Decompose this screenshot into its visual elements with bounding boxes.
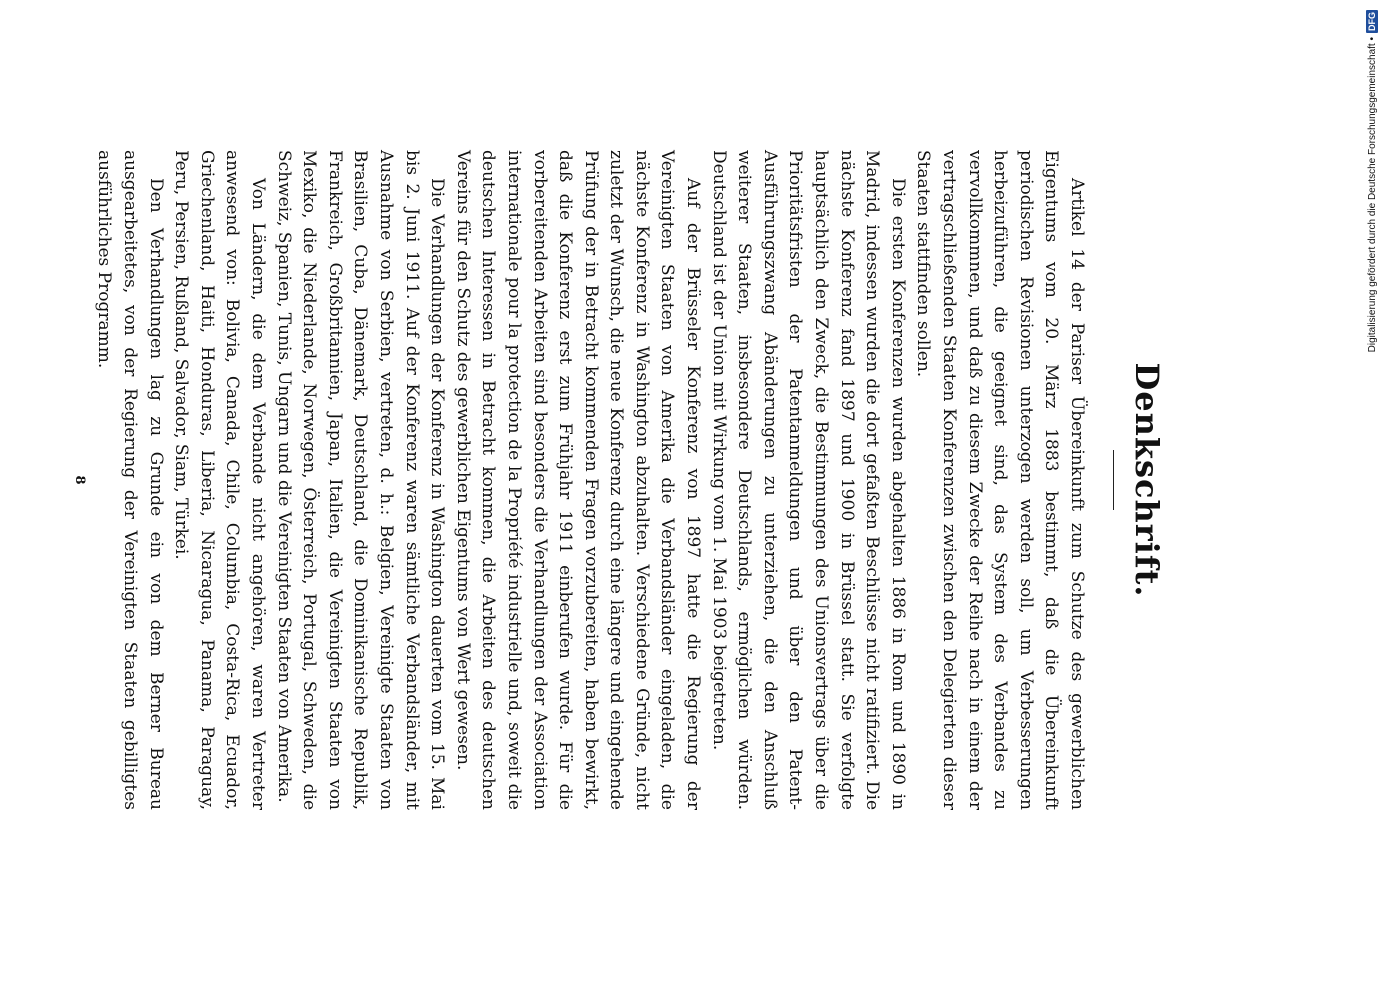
paragraph-1: Artikel 14 der Pariser Übereinkunft zum Schutze des gewerblichen Eigentums vom 20. März 1883 bestimmt, daß die Übereinkunft periodischen Revisionen unterzogen werden soll, um Verbesserungen herbeizuführen, die geeignet sind, das System des Verbandes zu vervollkommnen, und daß zu diesem Zwecke der Reihe nach in einem der vertragschließenden Staaten Konferenzen zwischen den Delegierten dieser Staaten stattfinden sollen. xyxy=(913,150,1087,810)
document-content xyxy=(71,150,1172,810)
dfg-logo-icon: DFG xyxy=(1367,12,1377,31)
title-divider xyxy=(1113,450,1114,510)
digitization-credit-line xyxy=(1361,10,1383,390)
credit-text: Digitalisierung gefördert durch die Deutsche Forschungsgemeinschaft • xyxy=(1366,37,1378,353)
paragraph-2: Die ersten Konferenzen wurden abgehalten 1886 in Rom und 1890 in Madrid, indessen wurden die dort gefaßten Beschlüsse nicht ratifiziert. Die nächste Konferenz fand 1897 und 1900 in Brüssel statt. Sie verfolgte hauptsächlich den Zweck, die Bestimmungen des Unionsvertrags über die Prioritätsfristen der Patentanmeldungen und über den Patent-Ausführungszwang Abänderungen zu unterziehen, die den Anschluß weiterer Staaten, insbesondere Deutschlands, ermöglichen würden. Deutschland ist der Union mit Wirkung vom 1. Mai 1903 beigetreten. xyxy=(708,150,908,810)
paragraph-6: Den Verhandlungen lag zu Grunde ein von dem Berner Bureau ausgearbeitetes, von der Regierung der Vereinigten Staaten gebilligtes ausführliches Programm. xyxy=(94,150,166,810)
paragraph-3: Auf der Brüsseler Konferenz von 1897 hatte die Regierung der Vereinigten Staaten von Amerika die Verbandsländer eingeladen, die nächste Konferenz in Washington abzuhalten. Verschiedene Gründe, nicht zuletzt der Wunsch, die neue Konferenz durch eine längere und eingehende Prüfung der in Betracht kommenden Fragen vorzubereiten, haben bewirkt, daß die Konferenz erst zum Frühjahr 1911 einberufen wurde. Für die vorbereitenden Arbeiten sind besonders die Verhandlungen der Association internationale pour la protection de la Propriété industrielle und, soweit die deutschen Interessen in Betracht kommen, die Arbeiten des deutschen Vereins für den Schutz des gewerblichen Eigentums von Wert gewesen. xyxy=(452,150,704,810)
page-number: 8 xyxy=(71,475,87,485)
digitization-credit xyxy=(1361,10,1383,390)
document-page xyxy=(71,150,1180,850)
paragraph-5: Von Ländern, die dem Verbande nicht angehören, waren Vertreter anwesend von: Bolivia, Canada, Chile, Columbia, Costa-Rica, Ecuador, Griechenland, Haiti, Honduras, Liberia, Nicaragua, Panama, Paraguay, Peru, Persien, Rußland, Salvador, Siam, Türkei. xyxy=(171,150,268,810)
document-title: Denkschrift. xyxy=(1128,362,1166,598)
paragraph-4: Die Verhandlungen der Konferenz in Washington dauerten vom 15. Mai bis 2. Juni 1911. Auf der Konferenz waren sämtliche Verbandsländer, mit Ausnahme von Serbien, vertreten, d. h.: Belgien, Vereinigte Staaten von Brasilien, Cuba, Dänemark, Deutschland, die Dominikanische Republik, Frankreich, Großbritannien, Japan, Italien, die Vereinigten Staaten von Mexiko, die Niederlande, Norwegen, Österreich, Portugal, Schweden, die Schweiz, Spanien, Tunis, Ungarn und die Vereinigten Staaten von Amerika. xyxy=(273,150,448,810)
